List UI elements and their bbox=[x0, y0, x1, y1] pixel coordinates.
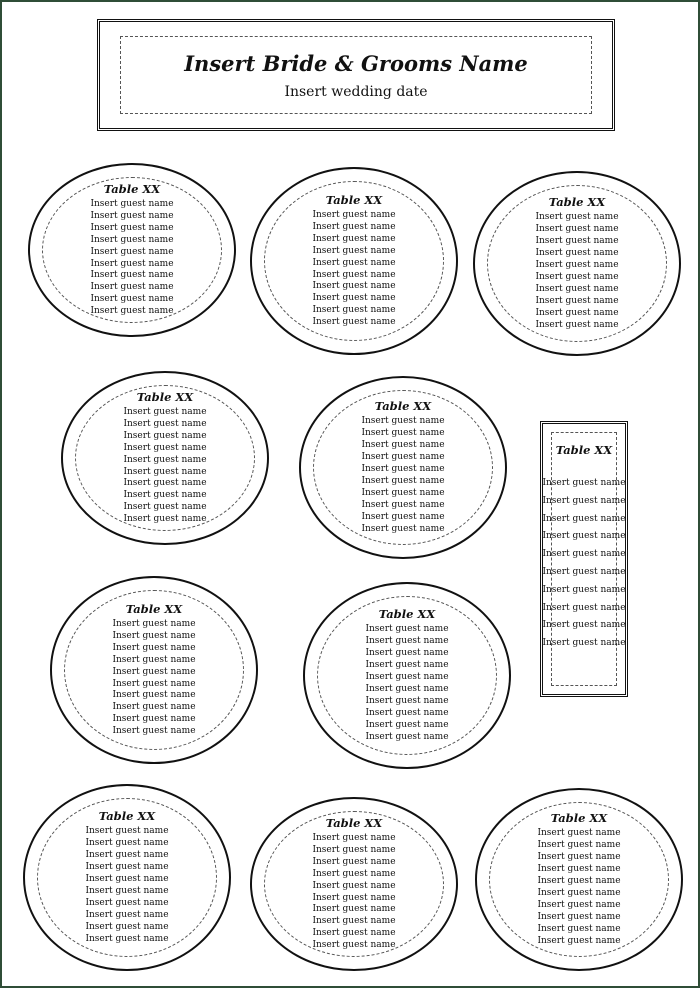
guest-name: Insert guest name bbox=[123, 406, 207, 417]
guest-name: Insert guest name bbox=[537, 911, 621, 922]
table-label: Table XX bbox=[378, 607, 436, 622]
guest-name: Insert guest name bbox=[312, 233, 396, 244]
round-table-inner bbox=[64, 590, 244, 750]
guest-name: Insert guest name bbox=[85, 850, 169, 861]
guest-name: Insert guest name bbox=[312, 269, 396, 280]
guest-name: Insert guest name bbox=[365, 695, 449, 706]
guest-name: Insert guest name bbox=[85, 921, 169, 932]
guest-name: Insert guest name bbox=[123, 490, 207, 501]
round-table-6 bbox=[50, 576, 258, 764]
guest-name: Insert guest name bbox=[90, 210, 174, 221]
guest-name: Insert guest name bbox=[312, 221, 396, 232]
table-label: Table XX bbox=[550, 811, 608, 826]
guest-name: Insert guest name bbox=[361, 416, 445, 427]
couple-name-title: Insert Bride & Grooms Name bbox=[184, 50, 528, 76]
guest-name: Insert guest name bbox=[361, 464, 445, 475]
guest-name: Insert guest name bbox=[365, 672, 449, 683]
guest-name: Insert guest name bbox=[365, 648, 449, 659]
guest-name: Insert guest name bbox=[361, 487, 445, 498]
guest-name: Insert guest name bbox=[361, 440, 445, 451]
round-table-inner bbox=[75, 385, 255, 531]
table-label: Table XX bbox=[374, 399, 432, 414]
guest-name: Insert guest name bbox=[365, 660, 449, 671]
guest-name: Insert guest name bbox=[537, 840, 621, 851]
guest-name: Insert guest name bbox=[312, 317, 396, 328]
guest-name: Insert guest name bbox=[312, 928, 396, 939]
guest-name: Insert guest name bbox=[542, 478, 626, 488]
guest-name: Insert guest name bbox=[537, 899, 621, 910]
wedding-date: Insert wedding date bbox=[284, 83, 428, 100]
guest-name: Insert guest name bbox=[365, 707, 449, 718]
guest-name: Insert guest name bbox=[312, 940, 396, 951]
guest-name: Insert guest name bbox=[312, 257, 396, 268]
guest-list bbox=[123, 407, 206, 526]
round-table-9 bbox=[250, 797, 458, 971]
guest-name: Insert guest name bbox=[365, 731, 449, 742]
table-label: Table XX bbox=[136, 389, 194, 404]
guest-name: Insert guest name bbox=[112, 630, 196, 641]
guest-name: Insert guest name bbox=[542, 495, 626, 506]
guest-name: Insert guest name bbox=[542, 531, 626, 542]
guest-name: Insert guest name bbox=[537, 923, 621, 934]
round-table-inner bbox=[489, 802, 669, 957]
guest-name: Insert guest name bbox=[312, 293, 396, 304]
guest-name: Insert guest name bbox=[542, 513, 626, 524]
guest-name: Insert guest name bbox=[535, 283, 619, 294]
guest-list bbox=[112, 619, 195, 738]
guest-list bbox=[312, 210, 395, 329]
guest-name: Insert guest name bbox=[361, 428, 445, 439]
guest-name: Insert guest name bbox=[535, 224, 619, 235]
guest-name: Insert guest name bbox=[542, 549, 626, 560]
guest-list bbox=[535, 212, 618, 331]
guest-name: Insert guest name bbox=[535, 212, 619, 223]
guest-list bbox=[542, 475, 625, 653]
guest-name: Insert guest name bbox=[123, 514, 207, 525]
guest-name: Insert guest name bbox=[85, 838, 169, 849]
guest-name: Insert guest name bbox=[312, 844, 396, 855]
guest-name: Insert guest name bbox=[312, 832, 396, 843]
guest-name: Insert guest name bbox=[123, 466, 207, 477]
table-label: Table XX bbox=[125, 601, 183, 616]
guest-name: Insert guest name bbox=[312, 209, 396, 220]
round-table-4 bbox=[61, 371, 269, 545]
guest-name: Insert guest name bbox=[542, 566, 626, 577]
guest-name: Insert guest name bbox=[542, 602, 626, 613]
guest-name: Insert guest name bbox=[90, 270, 174, 281]
guest-name: Insert guest name bbox=[312, 305, 396, 316]
guest-name: Insert guest name bbox=[90, 306, 174, 317]
guest-name: Insert guest name bbox=[312, 281, 396, 292]
guest-name: Insert guest name bbox=[312, 916, 396, 927]
guest-name: Insert guest name bbox=[85, 909, 169, 920]
round-table-inner bbox=[313, 390, 493, 545]
guest-name: Insert guest name bbox=[312, 868, 396, 879]
header-inner-box bbox=[120, 36, 592, 114]
rectangular-table bbox=[540, 421, 628, 697]
header-box bbox=[97, 19, 615, 131]
guest-name: Insert guest name bbox=[123, 418, 207, 429]
seating-chart-page bbox=[2, 2, 698, 986]
guest-name: Insert guest name bbox=[361, 452, 445, 463]
guest-name: Insert guest name bbox=[542, 584, 626, 595]
guest-name: Insert guest name bbox=[112, 690, 196, 701]
guest-name: Insert guest name bbox=[85, 897, 169, 908]
guest-name: Insert guest name bbox=[312, 856, 396, 867]
rectangular-table-inner bbox=[542, 432, 626, 686]
guest-name: Insert guest name bbox=[85, 874, 169, 885]
guest-name: Insert guest name bbox=[542, 638, 626, 649]
guest-name: Insert guest name bbox=[537, 852, 621, 863]
round-table-5 bbox=[299, 376, 507, 559]
guest-name: Insert guest name bbox=[90, 222, 174, 233]
guest-name: Insert guest name bbox=[123, 502, 207, 513]
round-table-inner bbox=[42, 177, 222, 323]
guest-name: Insert guest name bbox=[535, 272, 619, 282]
guest-name: Insert guest name bbox=[361, 511, 445, 522]
round-table-1 bbox=[28, 163, 236, 337]
guest-list bbox=[537, 828, 620, 947]
round-table-inner bbox=[264, 811, 444, 957]
table-label: Table XX bbox=[98, 809, 156, 824]
guest-name: Insert guest name bbox=[365, 624, 449, 635]
guest-list bbox=[361, 416, 444, 535]
guest-name: Insert guest name bbox=[123, 442, 207, 453]
guest-name: Insert guest name bbox=[112, 678, 196, 689]
guest-name: Insert guest name bbox=[123, 478, 207, 489]
table-label: Table XX bbox=[103, 181, 161, 196]
table-label: Table XX bbox=[555, 443, 613, 457]
guest-list bbox=[85, 826, 168, 945]
guest-name: Insert guest name bbox=[90, 246, 174, 257]
guest-name: Insert guest name bbox=[535, 319, 619, 330]
table-label: Table XX bbox=[325, 192, 383, 207]
guest-name: Insert guest name bbox=[361, 476, 445, 486]
guest-name: Insert guest name bbox=[312, 245, 396, 256]
round-table-inner bbox=[37, 798, 217, 957]
round-table-inner bbox=[487, 185, 667, 342]
guest-name: Insert guest name bbox=[123, 454, 207, 465]
guest-name: Insert guest name bbox=[361, 499, 445, 510]
guest-name: Insert guest name bbox=[537, 935, 621, 946]
guest-name: Insert guest name bbox=[90, 234, 174, 245]
guest-name: Insert guest name bbox=[535, 295, 619, 306]
guest-list bbox=[312, 833, 395, 952]
guest-name: Insert guest name bbox=[112, 654, 196, 665]
guest-name: Insert guest name bbox=[365, 684, 449, 694]
guest-name: Insert guest name bbox=[537, 876, 621, 887]
guest-name: Insert guest name bbox=[90, 294, 174, 305]
guest-name: Insert guest name bbox=[85, 886, 169, 896]
guest-name: Insert guest name bbox=[112, 702, 196, 713]
guest-name: Insert guest name bbox=[361, 523, 445, 534]
round-table-2 bbox=[250, 167, 458, 355]
guest-name: Insert guest name bbox=[123, 430, 207, 441]
round-table-7 bbox=[303, 582, 511, 769]
guest-name: Insert guest name bbox=[85, 862, 169, 873]
guest-name: Insert guest name bbox=[112, 618, 196, 629]
guest-name: Insert guest name bbox=[537, 864, 621, 875]
round-table-8 bbox=[23, 784, 231, 971]
guest-list bbox=[365, 624, 448, 743]
round-table-inner bbox=[264, 181, 444, 341]
guest-name: Insert guest name bbox=[542, 620, 626, 631]
guest-name: Insert guest name bbox=[85, 933, 169, 944]
round-table-3 bbox=[473, 171, 681, 356]
guest-name: Insert guest name bbox=[535, 260, 619, 271]
guest-name: Insert guest name bbox=[90, 198, 174, 209]
guest-name: Insert guest name bbox=[90, 282, 174, 293]
guest-list bbox=[90, 199, 173, 318]
guest-name: Insert guest name bbox=[537, 888, 621, 898]
guest-name: Insert guest name bbox=[112, 642, 196, 653]
table-label: Table XX bbox=[548, 195, 606, 210]
guest-name: Insert guest name bbox=[365, 719, 449, 730]
round-table-inner bbox=[317, 596, 497, 755]
guest-name: Insert guest name bbox=[112, 666, 196, 677]
guest-name: Insert guest name bbox=[535, 307, 619, 318]
guest-name: Insert guest name bbox=[535, 236, 619, 247]
guest-name: Insert guest name bbox=[112, 714, 196, 725]
guest-name: Insert guest name bbox=[535, 248, 619, 259]
guest-name: Insert guest name bbox=[537, 828, 621, 839]
guest-name: Insert guest name bbox=[90, 258, 174, 269]
guest-name: Insert guest name bbox=[365, 636, 449, 647]
guest-name: Insert guest name bbox=[312, 880, 396, 891]
guest-name: Insert guest name bbox=[112, 726, 196, 737]
round-table-10 bbox=[475, 788, 683, 971]
guest-name: Insert guest name bbox=[85, 826, 169, 837]
guest-name: Insert guest name bbox=[312, 904, 396, 915]
table-label: Table XX bbox=[325, 815, 383, 830]
guest-name: Insert guest name bbox=[312, 892, 396, 903]
